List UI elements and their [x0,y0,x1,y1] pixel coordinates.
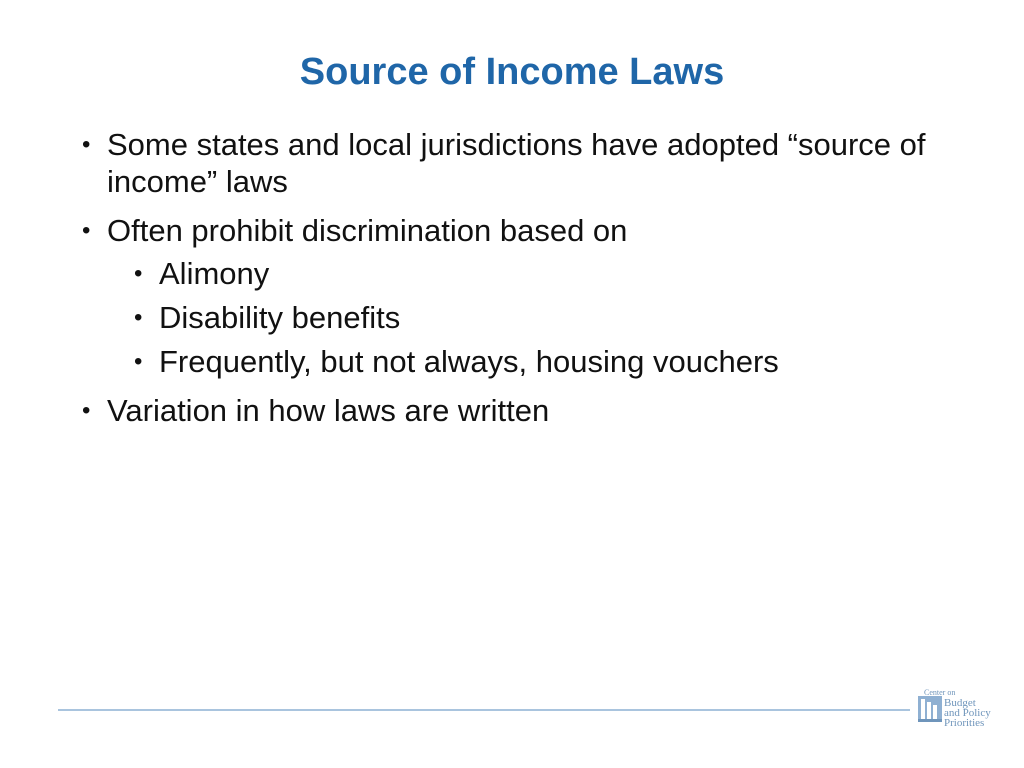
sub-bullet-item-2 [132,299,940,336]
slide-title: Source of Income Laws [299,51,725,93]
slide-body [80,126,940,441]
bullet-dot-icon: • [134,348,143,375]
logo-line-priorities: Priorities [944,717,985,729]
cbpp-logo-text [924,688,991,729]
bullet-item-2 [80,212,940,380]
bullet-item-1 [80,126,940,200]
sub-bullet-text: Alimony [159,256,270,291]
sub-bullet-text: Frequently, but not always, housing vouchers [159,344,779,379]
footer-divider [58,709,910,711]
bullet-dot-icon: • [82,397,91,424]
sub-bullet-item-1 [132,255,940,292]
bullet-list [80,126,940,429]
bullet-dot-icon: • [82,131,91,158]
bullet-text: Often prohibit discrimination based on [107,213,628,248]
logo-line-budget: Budget [944,697,976,709]
logo-line-policy: and Policy [944,707,991,719]
bullet-dot-icon: • [134,260,143,287]
bullet-text: Some states and local jurisdictions have adopted “source of income” laws [107,127,926,199]
cbpp-logo [918,688,994,734]
cbpp-logo-icon [918,696,942,722]
bullet-item-3 [80,392,940,429]
sub-bullet-text: Disability benefits [159,300,401,335]
bullet-text: Variation in how laws are written [107,393,550,428]
bullet-dot-icon: • [82,217,91,244]
logo-line-center: Center on [924,688,956,697]
sub-bullet-item-3 [132,343,940,380]
bullet-dot-icon: • [134,304,143,331]
sub-bullet-list [107,255,940,380]
